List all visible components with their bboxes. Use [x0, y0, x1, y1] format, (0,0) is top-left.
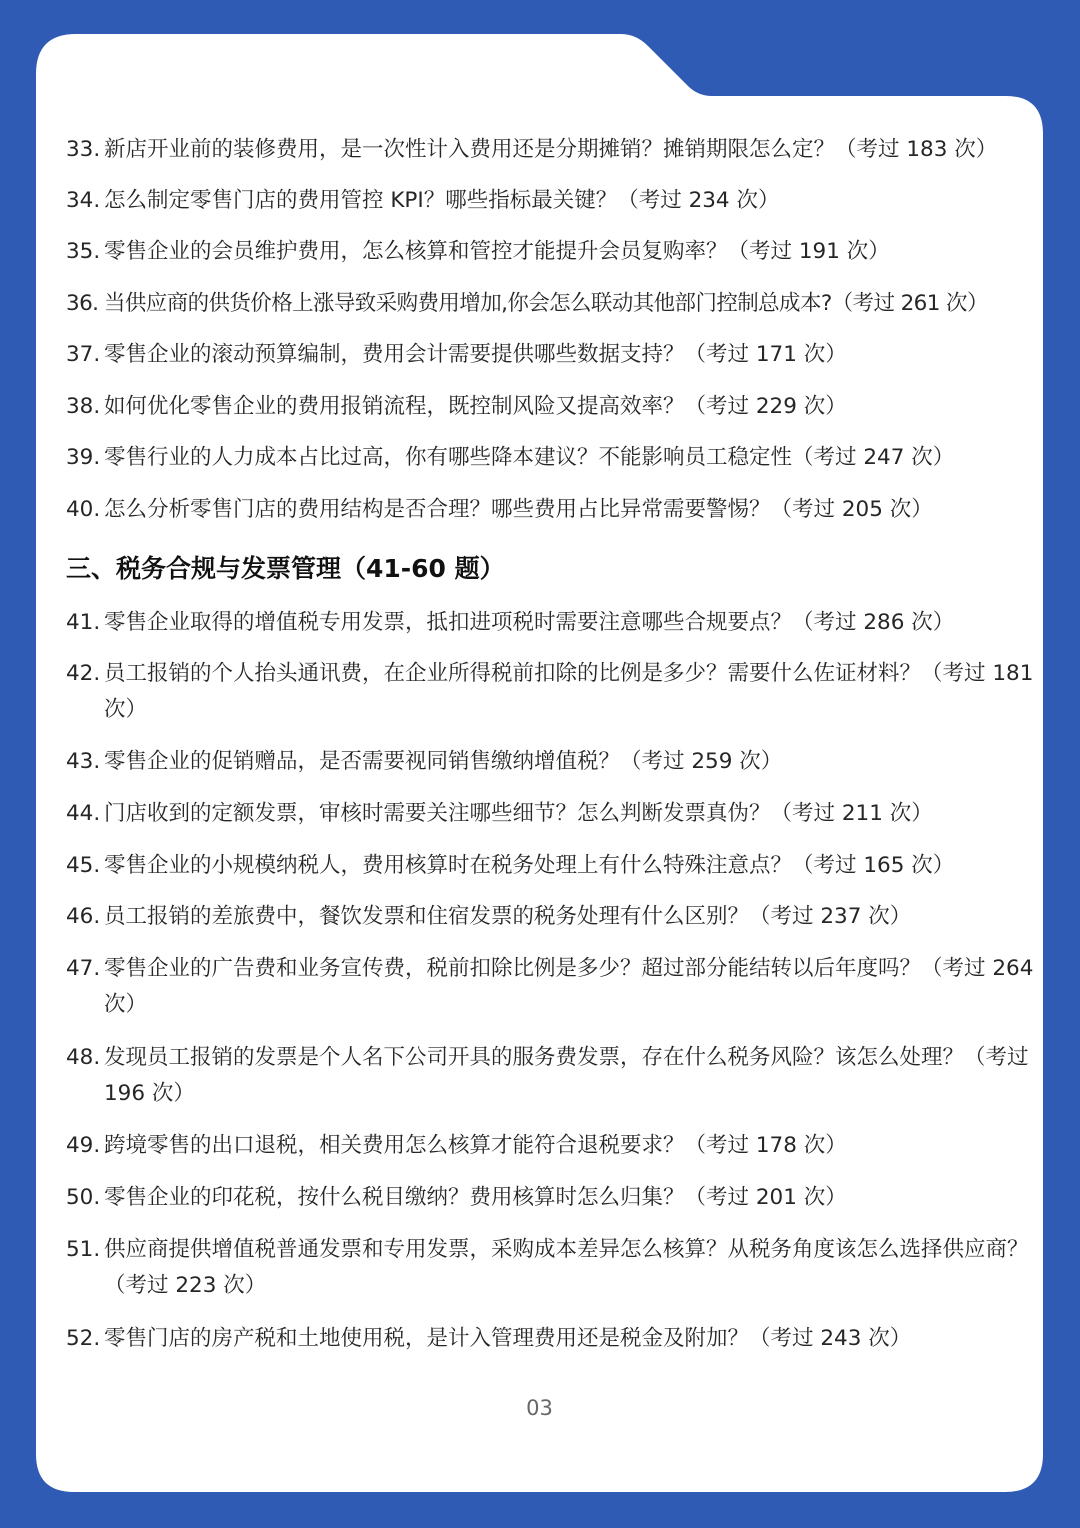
- question-number: 41.: [66, 610, 101, 635]
- page-number: 03: [526, 1396, 553, 1420]
- question-46: [66, 899, 1021, 935]
- question-number: 36.: [66, 291, 99, 316]
- question-number: 37.: [66, 342, 101, 367]
- question-text: 零售企业的会员维护费用，怎么核算和管控才能提升会员复购率？（考过 191 次）: [104, 239, 890, 264]
- question-text: 零售企业的小规模纳税人，费用核算时在税务处理上有什么特殊注意点？（考过 165 次）: [104, 853, 955, 878]
- question-51: [66, 1232, 1059, 1304]
- question-text: 零售门店的房产税和土地使用税，是计入管理费用还是税金及附加？（考过 243 次）: [104, 1326, 912, 1351]
- question-42: [66, 656, 1059, 728]
- question-text: 发现员工报销的发票是个人名下公司开具的服务费发票，存在什么税务风险？该怎么处理？（考过 196 次）: [104, 1045, 1029, 1106]
- question-number: 50.: [66, 1185, 101, 1210]
- question-number: 39.: [66, 445, 101, 470]
- question-text: 当供应商的供货价格上涨导致采购费用增加,你会怎么联动其他部门控制总成本?（考过 261 次）: [104, 291, 988, 316]
- question-number: 34.: [66, 188, 101, 213]
- question-number: 49.: [66, 1133, 101, 1158]
- question-text: 供应商提供增值税普通发票和专用发票，采购成本差异怎么核算？从税务角度该怎么选择供应商？（考过 223 次）: [104, 1237, 1029, 1298]
- question-47: [66, 951, 1059, 1023]
- question-number: 43.: [66, 749, 101, 774]
- document-content: [36, 34, 1043, 1492]
- question-50: [66, 1180, 1021, 1216]
- question-text: 零售企业的广告费和业务宣传费，税前扣除比例是多少？超过部分能结转以后年度吗？（考过 264 次）: [104, 956, 1034, 1017]
- question-text: 新店开业前的装修费用，是一次性计入费用还是分期摊销？摊销期限怎么定？（考过 183 次）: [104, 137, 998, 162]
- question-number: 45.: [66, 853, 101, 878]
- question-text: 员工报销的差旅费中，餐饮发票和住宿发票的税务处理有什么区别？（考过 237 次）: [104, 904, 912, 929]
- question-52: [66, 1321, 1021, 1357]
- question-number: 52.: [66, 1326, 101, 1351]
- question-number: 47.: [66, 956, 101, 981]
- question-number: 33.: [66, 137, 101, 162]
- question-text: 零售企业的印花税，按什么税目缴纳？费用核算时怎么归集？（考过 201 次）: [104, 1185, 847, 1210]
- question-number: 46.: [66, 904, 101, 929]
- question-text: 员工报销的个人抬头通讯费，在企业所得税前扣除的比例是多少？需要什么佐证材料？（考过 181 次）: [104, 661, 1034, 722]
- question-36: [66, 286, 1021, 322]
- question-number: 44.: [66, 801, 101, 826]
- question-43: [66, 744, 1021, 780]
- question-34: [66, 183, 1021, 219]
- question-text: 跨境零售的出口退税，相关费用怎么核算才能符合退税要求？（考过 178 次）: [104, 1133, 847, 1158]
- question-text: 零售企业的滚动预算编制，费用会计需要提供哪些数据支持？（考过 171 次）: [104, 342, 847, 367]
- question-number: 35.: [66, 239, 101, 264]
- question-number: 42.: [66, 661, 101, 686]
- question-44: [66, 796, 1021, 832]
- page-card: [36, 34, 1043, 1492]
- question-text: 如何优化零售企业的费用报销流程，既控制风险又提高效率？（考过 229 次）: [104, 394, 847, 419]
- question-33: [66, 132, 1021, 168]
- question-text: 零售企业的促销赠品，是否需要视同销售缴纳增值税？（考过 259 次）: [104, 749, 783, 774]
- question-45: [66, 848, 1021, 884]
- question-49: [66, 1128, 1021, 1164]
- question-number: 40.: [66, 497, 101, 522]
- question-number: 38.: [66, 394, 101, 419]
- question-37: [66, 337, 1021, 373]
- question-text: 零售行业的人力成本占比过高，你有哪些降本建议？不能影响员工稳定性（考过 247 次）: [104, 445, 955, 470]
- question-48: [66, 1040, 1059, 1112]
- question-35: [66, 234, 1021, 270]
- question-39: [66, 440, 1021, 476]
- question-number: 48.: [66, 1045, 101, 1070]
- question-38: [66, 389, 1021, 425]
- section-heading: 三、税务合规与发票管理（41-60 题）: [66, 554, 505, 583]
- question-text: 门店收到的定额发票，审核时需要关注哪些细节？怎么判断发票真伪？（考过 211 次）: [104, 801, 933, 826]
- question-number: 51.: [66, 1237, 101, 1262]
- question-40: [66, 492, 1021, 528]
- question-text: 零售企业取得的增值税专用发票，抵扣进项税时需要注意哪些合规要点？（考过 286 次）: [104, 610, 955, 635]
- question-text: 怎么制定零售门店的费用管控 KPI？哪些指标最关键？（考过 234 次）: [104, 188, 780, 213]
- question-41: [66, 605, 1021, 641]
- question-text: 怎么分析零售门店的费用结构是否合理？哪些费用占比异常需要警惕？（考过 205 次）: [104, 497, 933, 522]
